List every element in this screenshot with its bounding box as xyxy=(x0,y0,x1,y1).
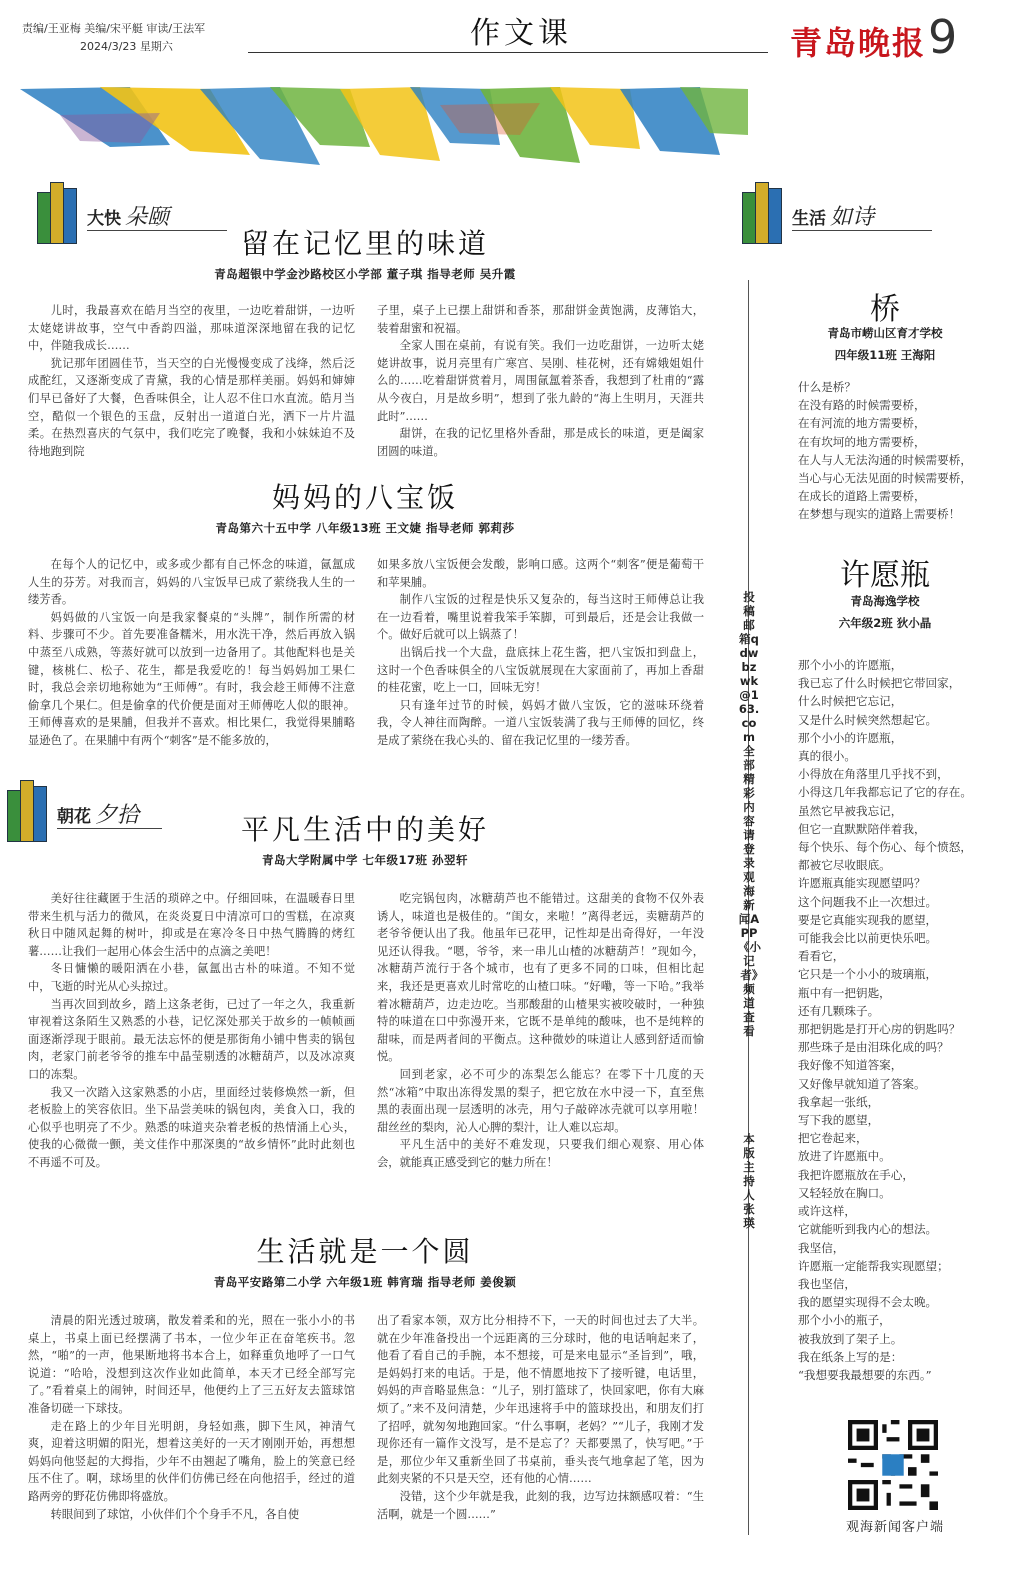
poem-line: 我已忘了什么时候把它带回家， xyxy=(798,676,961,691)
poem-line: 我好像不知道答案， xyxy=(798,1058,903,1073)
poem-meta xyxy=(790,322,980,366)
page-title: 作文课 xyxy=(470,16,572,51)
article-column xyxy=(377,1312,704,1523)
paragraph: 妈妈做的八宝饭一向是我家餐桌的“头牌”，制作所需的材料、步骤可不少。首先要准备糯米，用水洗干净，然后再放入锅中蒸至八成熟，等蒸好就可以放到一边备用了。其他配料也是关键，核桃仁、松子、花生，都是我爱吃的！每当妈妈加工果仁时，我总会亲切地称她为“王师傅”。有时，我会趁王师傅不注意偷拿几个果仁。但是偷拿的代价便是面对王师傅吃人似的眼神。王师傅喜欢的是果脯，但我并不喜欢。相比果仁，我觉得果脯略显逊色了。在果脯中有两个“刺客”是不能多放的， xyxy=(28,610,355,747)
poem-line: 看看它， xyxy=(798,949,845,964)
masthead-logo: 青岛晚报 xyxy=(790,24,927,62)
poem-line: 这个问题我不止一次想过。 xyxy=(798,894,938,909)
poem-line: 又是什么时候突然想起它。 xyxy=(798,712,938,727)
paragraph: 转眼间到了球馆，小伙伴们个个身手不凡，各自使 xyxy=(50,1507,300,1521)
poem-line: 但它一直默默陪伴着我， xyxy=(798,821,926,836)
poem-line: 在成长的道路上需要桥， xyxy=(798,489,926,504)
poem-body xyxy=(798,378,1008,524)
page-number: 9 xyxy=(928,10,958,64)
paragraph: 制作八宝饭的过程是快乐又复杂的，每当这时王师傅总让我在一边看着，嘴里说着我笨手笨脚，可到最后，还是会让我做一个。做好后就可以上锅蒸了！ xyxy=(377,593,704,642)
poem-line: “我想要我最想要的东西。” xyxy=(798,1367,932,1382)
poem-line: 要是它真能实现我的愿望， xyxy=(798,912,938,927)
poem-line: 在有坎坷的地方需要桥， xyxy=(798,434,926,449)
poem-meta xyxy=(790,590,980,634)
poem-line: 它就能听到我内心的想法。 xyxy=(798,1222,938,1237)
books-icon xyxy=(5,780,55,842)
poem-line: 那些珠子是由泪珠化成的吗？ xyxy=(798,1040,949,1055)
article-title: 生活就是一个圆 xyxy=(256,1235,474,1268)
poem-line: 在人与人无法沟通的时候需要桥， xyxy=(798,452,972,467)
poem-line: 可能我会比以前更快乐吧。 xyxy=(798,931,938,946)
poem-line: 在梦想与现实的道路上需要桥！ xyxy=(798,507,961,522)
poem-line: 我把许愿瓶放在手心， xyxy=(798,1167,914,1182)
poem-line: 那个小小的许愿瓶， xyxy=(798,658,903,672)
books-icon xyxy=(740,182,790,244)
article-title: 妈妈的八宝饭 xyxy=(271,481,458,514)
poem-line: 在没有路的时候需要桥， xyxy=(798,398,926,413)
poem-line: 放进了许愿瓶中。 xyxy=(798,1149,891,1164)
article-byline: 青岛大学附属中学 七年级17班 孙翌轩 xyxy=(261,853,468,867)
poem-line: 我也坚信， xyxy=(798,1276,856,1291)
article-byline: 青岛第六十五中学 八年级13班 王文婕 指导老师 郭莉莎 xyxy=(215,521,515,535)
poem-line: 又轻轻放在胸口。 xyxy=(798,1185,891,1200)
paragraph: 全家人围在桌前，有说有笑。我们一边吃甜饼，一边听太姥姥讲故事，说月亮里有广寒宫、吴刚、桂花树，还有嫦娥姐姐什么的……吃着甜饼赏着月，周围氤氲着茶香，我想到了杜甫的“露从今夜白，月是故乡明”，想到了张九龄的“海上生明月，天涯共此时”…… xyxy=(377,339,704,423)
article-body xyxy=(28,1312,704,1523)
credits-editors: 责编/王亚梅 美编/宋平艇 审读/王法军 xyxy=(22,22,206,35)
paragraph: 子里，桌子上已摆上甜饼和香茶，那甜饼金黄饱满，皮薄馅大，装着甜蜜和祝福。 xyxy=(377,304,704,335)
article-column xyxy=(28,302,355,460)
poem-line: 它只是一个小小的玻璃瓶， xyxy=(798,967,938,982)
poem-line: 那个小小的瓶子， xyxy=(798,1313,891,1328)
poem-line: 被我放到了架子上。 xyxy=(798,1331,903,1346)
section-badge-zhaohua xyxy=(5,780,205,850)
article-column xyxy=(377,890,704,1172)
poem-line: 虽然它早被我忘记， xyxy=(798,803,903,818)
paragraph: 只有逢年过节的时候，妈妈才做八宝饭，它的滋味环绕着我，令人神往而陶醉。一道八宝饭装满了我与王师傅的回忆，终是成了萦绕在我心头的、留在我记忆里的一缕芳香。 xyxy=(377,698,704,747)
poem-line: 许愿瓶真能实现愿望吗？ xyxy=(798,876,926,891)
article-column xyxy=(28,556,355,750)
poem-line: 写下我的愿望， xyxy=(798,1113,880,1128)
poem-line: 或许这样， xyxy=(798,1204,856,1219)
poem-line: 那把钥匙是打开心房的钥匙吗？ xyxy=(798,1022,961,1037)
article-column xyxy=(377,302,704,460)
paragraph: 儿时，我最喜欢在皓月当空的夜里，一边吃着甜饼，一边听太姥姥讲故事，空气中香韵四溢，那味道深深地留在我的记忆中，伴随我成长…… xyxy=(28,304,355,353)
article-title: 留在记忆里的味道 xyxy=(240,227,489,260)
article-byline: 青岛超银中学金沙路校区小学部 董子琪 指导老师 吴升霞 xyxy=(214,267,516,281)
paragraph: 当再次回到故乡，踏上这条老街，已过了一年之久，我重新审视着这条陌生又熟悉的小巷，记忆深处那关于故乡的一帧帧画面逐渐浮现于眼前。最无法忘怀的便是那街角小铺中售卖的锅包肉，老家门前老爷爷的推车中晶莹剔透的冰糖葫芦，以及冰凉爽口的冻梨。 xyxy=(28,997,355,1081)
poem-line: 都被它尽收眼底。 xyxy=(798,858,891,873)
paragraph: 吃完锅包肉，冰糖葫芦也不能错过。这甜美的食物不仅外表诱人，味道也是极佳的。“闺女，来啦！”离得老远，卖糖葫芦的老爷爷便认出了我。他虽年已花甲，记性却是出奇得好，一年没见还认得我。“嗯，爷爷，来一串儿山楂的冰糖葫芦！”现如今，冰糖葫芦流行于各个城市，也有了更多不同的口味，但相比起来，我还是更喜欢儿时常吃的山楂口味。“好嘞，等一下哈。”我举着冰糖葫芦，边走边吃。当那酸甜的山楂果实被咬破时，一种独特的味道在口中弥漫开来，它既不是单纯的酸味，也不是纯粹的甜味，而是两者间的平衡点。这种微妙的味道让人感到舒适而愉悦。 xyxy=(377,892,704,1064)
books-icon xyxy=(35,182,85,244)
poem-school: 青岛海逸学校 xyxy=(850,594,920,608)
section-rule xyxy=(792,230,932,231)
paragraph: 平凡生活中的美好不难发现，只要我们细心观察、用心体会，就能真正感受到它的魅力所在！ xyxy=(377,1138,704,1169)
article-title: 平凡生活中的美好 xyxy=(240,813,489,846)
poem-school: 青岛市崂山区育才学校 xyxy=(827,326,943,340)
section-rule xyxy=(57,828,162,829)
paragraph: 回到老家，必不可少的冻梨怎么能忘？在零下十几度的天然“冰箱”中取出冻得发黑的梨子，把它放在水中浸一下，直至焦黑的表面出现一层透明的冰壳，用勺子敲碎冰壳就可以享用啦！甜丝丝的梨肉，沁人心脾的梨汁，让人难以忘却。 xyxy=(377,1067,704,1134)
paragraph: 我又一次踏入这家熟悉的小店，里面经过装修焕然一新，但老板脸上的笑容依旧。坐下品尝美味的锅包肉，美食入口，我的心似乎也明亮了不少。熟悉的味道夹杂着老板的热情涌上心头，使我的心微微一颤，美文佳作中那深奥的“故乡情怀”此时此刻也不再遥不可及。 xyxy=(28,1085,355,1169)
paragraph: 犹记那年团圆佳节，当天空的白光慢慢变成了浅绛，然后泛成酡红，又逐渐变成了青黛，我的心情是那样美丽。妈妈和婶婶们早已备好了大餐，色香味俱全，让人忍不住口水直流。皓月当空，酷似一个银色的玉盘，反射出一道道白光，洒下一片片温柔。在热烈喜庆的气氛中，我们吃完了晚餐，我和小妹妹迫不及待地跑到院 xyxy=(28,356,355,458)
article-byline: 青岛平安路第二小学 六年级1班 韩宵瑞 指导老师 姜俊颖 xyxy=(213,1275,517,1289)
section-badge-shenghuo xyxy=(740,182,940,252)
paragraph: 甜饼，在我的记忆里格外香甜，那是成长的味道，更是阖家团圆的味道。 xyxy=(377,427,704,458)
poem-line: 我坚信， xyxy=(798,1240,845,1255)
article-body xyxy=(28,302,704,460)
poem-line: 每个快乐、每个伤心、每个愤怒， xyxy=(798,840,972,855)
poem-line: 小得这几年我都忘记了它的存在。 xyxy=(798,785,972,800)
paragraph: 出锅后找一个大盘，盘底抹上花生酱，把八宝饭扣到盘上，这时一个色香味俱全的八宝饭就展现在大家面前了，再加上香甜的桂花蜜，吃上一口，回味无穷！ xyxy=(377,645,704,695)
poem-author: 六年级2班 狄小晶 xyxy=(838,616,932,630)
paragraph: 走在路上的少年目光明朗，身轻如燕，脚下生风，神清气爽，迎着这明媚的阳光，想着这美好的一天才刚刚开始，再想想妈妈向他竖起的大拇指，少年不由翘起了嘴角，脸上的笑意已经压不住了。啊，球场里的伙伴们仿佛已经在向他招手，经过的道路两旁的野花仿佛即将盛放。 xyxy=(28,1419,355,1503)
poem-line: 还有几颗珠子。 xyxy=(798,1003,880,1018)
poem-line: 什么时候把它忘记， xyxy=(798,694,903,709)
article-column xyxy=(28,1312,355,1523)
submission-note: 投稿邮箱qdwbzwk@163.com 全部精彩内容请登录观海新闻APP《小记者》频道查看 xyxy=(738,590,761,1038)
poem-line: 许愿瓶一定能帮我实现愿望； xyxy=(798,1258,949,1273)
poem-line: 我在纸条上写的是： xyxy=(798,1349,903,1364)
article-column xyxy=(28,890,355,1172)
section-label: 生活 如诗 xyxy=(792,205,875,230)
article-body xyxy=(28,890,704,1172)
poem-author: 四年级11班 王海阳 xyxy=(834,348,936,362)
editor-note: 本版主持人 张瑛 xyxy=(743,1132,755,1230)
poem-line: 什么是桥？ xyxy=(798,380,856,394)
credits xyxy=(22,20,205,56)
poem-line: 小得放在角落里几乎找不到， xyxy=(798,767,949,782)
poem-line: 瓶中有一把钥匙， xyxy=(798,985,891,1000)
header-rule xyxy=(248,52,768,53)
section-label: 大快 朵颐 xyxy=(87,205,170,230)
article-body xyxy=(28,556,704,750)
qr-code[interactable] xyxy=(848,1420,938,1510)
poem-line: 又好像早就知道了答案。 xyxy=(798,1076,926,1091)
poem-title: 许愿瓶 xyxy=(840,558,930,593)
poem-line: 在有河流的地方需要桥， xyxy=(798,416,926,431)
credits-date: 2024/3/23 星期六 xyxy=(80,40,173,53)
article-column xyxy=(377,556,704,750)
paragraph: 清晨的阳光透过玻璃，散发着柔和的光，照在一张小小的书桌上，书桌上面已经摆满了书本，一位少年正在奋笔疾书。忽然，“啪”的一声，他果断地将书本合上，如释重负地呼了一口气说道：“哈哈，没想到这次作业如此简单，本天才已经全部写完了。”看着桌上的闹钟，时间还早，他便约上了三五好友去篮球馆准备切磋一下球技。 xyxy=(28,1314,355,1415)
poem-title: 桥 xyxy=(870,292,900,327)
paragraph: 在每个人的记忆中，或多或少都有自己怀念的味道，氤氲成人生的芬芳。对我而言，妈妈的八宝饭早已成了萦绕我人生的一缕芳香。 xyxy=(28,558,355,607)
poem-line: 我拿起一张纸， xyxy=(798,1094,880,1109)
paragraph: 美好往往藏匿于生活的琐碎之中。仔细回味，在温暖春日里带来生机与活力的微风，在炎炎夏日中清凉可口的雪糕，在凉爽秋日中随风起舞的树叶，抑或是在寒冷冬日中热气腾腾的烤红薯……让我们一起用心体会生活中的点滴之美吧！ xyxy=(28,892,355,958)
poem-body xyxy=(798,656,1008,1384)
paragraph: 出了看家本领，双方比分相持不下，一天的时间也过去了大半。就在少年准备投出一个远距离的三分球时，他的电话响起来了，他看了看自己的手腕，本不想接，可是来电显示“圣旨到”，哦，是妈妈打来的电话。于是，他不情愿地按下了接听键，电话里，妈妈的声音略显焦急：“儿子，别打篮球了，快回家吧，你有大麻烦了。”来不及问清楚，少年迅速将手中的篮球投出，和朋友们打了招呼，就匆匆地跑回家。“什么事啊，老妈？”“儿子，我刚才发现你还有一篇作文没写，是不是忘了？天都要黑了，快写吧。”于是，那位少年又重新坐回了书桌前，垂头丧气地拿起了笔，因为此刻夹紧的不只是天空，还有他的心情…… xyxy=(377,1314,704,1486)
poem-line: 那个小小的许愿瓶， xyxy=(798,730,903,745)
paragraph: 冬日慵懒的暖阳洒在小巷，氤氲出古朴的味道。不知不觉中，飞逝的时光从心头掠过。 xyxy=(28,962,355,993)
qr-label: 观海新闻客户端 xyxy=(845,1520,944,1535)
poem-line: 真的很小。 xyxy=(798,749,856,764)
poem-line: 把它卷起来， xyxy=(798,1131,868,1146)
poem-line: 我的愿望实现得不会太晚。 xyxy=(798,1295,938,1310)
paragraph: 如果多放八宝饭便会发酸，影响口感。这两个“刺客”便是葡萄干和苹果脯。 xyxy=(377,558,704,589)
poem-line: 当心与心无法见面的时候需要桥， xyxy=(798,471,972,486)
banner-brushstrokes xyxy=(20,85,748,175)
paragraph: 没错，这个少年就是我，此刻的我，边写边抹额感叹着：“生活啊，就是一个圆……” xyxy=(377,1489,704,1521)
section-label: 朝花 夕拾 xyxy=(57,803,140,828)
